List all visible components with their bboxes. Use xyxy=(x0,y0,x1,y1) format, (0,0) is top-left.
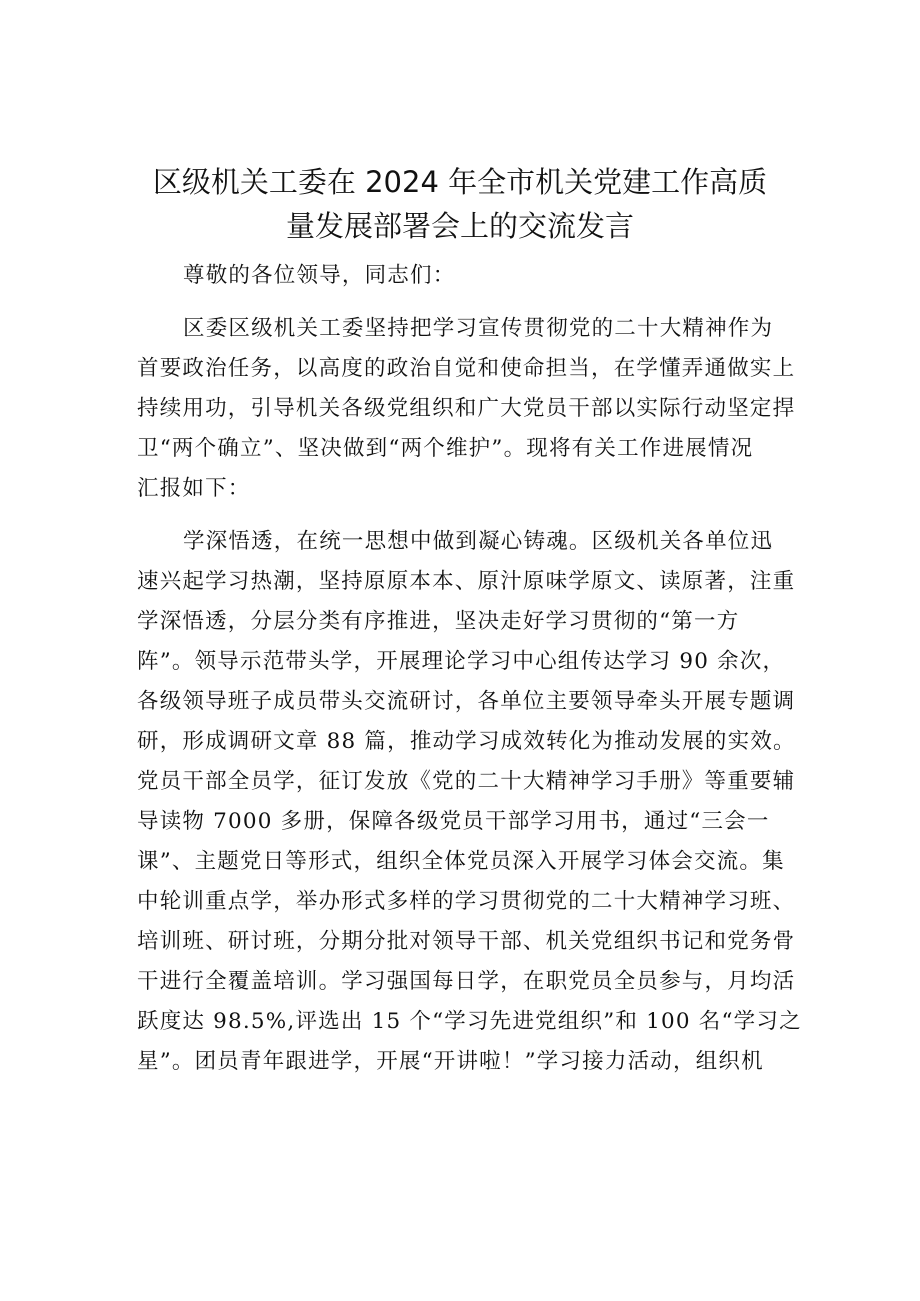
paragraph-2-line: 导读物 7000 多册，保障各级党员干部学习用书，通过“三会一 xyxy=(137,809,770,834)
title-line-1: 区级机关工委在 2024 年全市机关党建工作高质 xyxy=(152,165,768,199)
paragraph-1-line: 首要政治任务，以高度的政治自觉和使命担当，在学懂弄通做实上 xyxy=(137,356,796,381)
paragraph-2-line: 课”、主题党日等形式，组织全体党员深入开展学习体会交流。集 xyxy=(137,849,785,874)
paragraph-2-line: 培训班、研讨班，分期分批对领导干部、机关党组织书记和党务骨 xyxy=(137,929,796,954)
paragraph-2-line: 干进行全覆盖培训。学习强国每日学，在职党员全员参与，月均活 xyxy=(137,969,796,994)
document-title xyxy=(130,160,790,248)
paragraph-2-line: 党员干部全员学，征订发放《党的二十大精神学习手册》等重要辅 xyxy=(137,769,796,794)
paragraph-1-line: 汇报如下： xyxy=(137,476,251,501)
paragraph-1-line: 区委区级机关工委坚持把学习宣传贯彻党的二十大精神作为 xyxy=(183,316,774,341)
paragraph-1-line: 卫“两个确立”、坚决做到“两个维护”。现将有关工作进展情况 xyxy=(137,436,754,461)
paragraph-2-line: 速兴起学习热潮，坚持原原本本、原汁原味学原文、读原著，注重 xyxy=(137,569,796,594)
paragraph-2-line: 中轮训重点学，举办形式多样的学习贯彻党的二十大精神学习班、 xyxy=(137,889,796,914)
paragraph-2-line: 研，形成调研文章 88 篇，推动学习成效转化为推动发展的实效。 xyxy=(137,729,796,754)
paragraph-2-line: 各级领导班子成员带头交流研讨，各单位主要领导牵头开展专题调 xyxy=(137,689,796,714)
title-line-2: 量发展部署会上的交流发言 xyxy=(285,209,634,243)
paragraph-2-line: 学深悟透，分层分类有序推进，坚决走好学习贯彻的“第一方 xyxy=(137,609,740,634)
paragraph-2-line: 星”。团员青年跟进学，开展“开讲啦！”学习接力活动，组织机 xyxy=(137,1049,764,1074)
salutation: 尊敬的各位领导，同志们： xyxy=(183,263,456,288)
paragraph-2-line: 阵”。领导示范带头学，开展理论学习中心组传达学习 90 余次， xyxy=(137,649,786,674)
paragraph-1-line: 持续用功，引导机关各级党组织和广大党员干部以实际行动坚定捍 xyxy=(137,396,796,421)
paragraph-2-line: 跃度达 98.5%,评选出 15 个“学习先进党组织”和 100 名“学习之 xyxy=(137,1009,802,1034)
paragraph-2-line: 学深悟透，在统一思想中做到凝心铸魂。区级机关各单位迅 xyxy=(183,529,774,554)
